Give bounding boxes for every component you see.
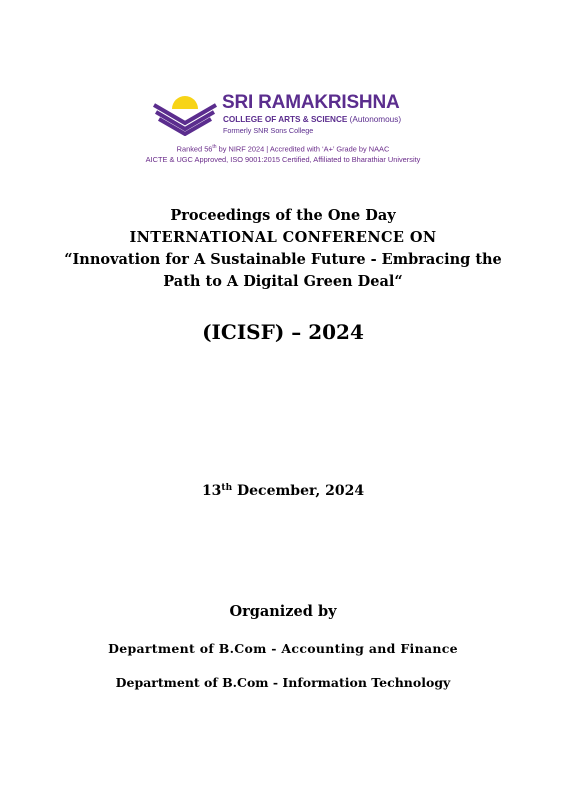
conference-theme-line-1: “Innovation for A Sustainable Future - Embracing the	[64, 251, 502, 268]
date-rest: December, 2024	[232, 483, 365, 499]
organizing-department-1: Department of B.Com - Accounting and Finance	[108, 641, 458, 656]
college-subtitle-tail: (Autonomous)	[349, 115, 402, 124]
accreditation-line-2: AICTE & UGC Approved, ISO 9001:2015 Certified, Affiliated to Bharathiar University	[145, 155, 421, 164]
accreditation-line-1: Ranked 56th by NIRF 2024 | Accredited with ‘A+’ Grade by NAAC	[176, 144, 390, 154]
date-suffix: th	[221, 483, 233, 493]
college-former-name: Formerly SNR Sons College	[223, 126, 314, 135]
organizing-department-2: Department of B.Com - Information Technology	[115, 675, 451, 690]
college-subtitle	[223, 115, 401, 124]
college-subtitle-main: COLLEGE OF ARTS & SCIENCE	[223, 115, 348, 124]
conference-date	[0, 483, 566, 499]
organized-by-heading: Organized by	[229, 603, 337, 620]
college-name: SRI RAMAKRISHNA	[222, 92, 400, 113]
sun-icon	[172, 96, 198, 109]
conference-theme-line-2: Path to A Digital Green Deal“	[163, 273, 403, 290]
sun-over-book-emblem-icon	[152, 88, 218, 136]
date-day: 13	[201, 483, 222, 499]
conference-acronym: (ICISF) – 2024	[202, 320, 364, 344]
college-logo	[152, 86, 432, 166]
proceedings-title-line-1: Proceedings of the One Day	[170, 207, 396, 224]
proceedings-title-line-2: INTERNATIONAL CONFERENCE ON	[129, 229, 437, 246]
